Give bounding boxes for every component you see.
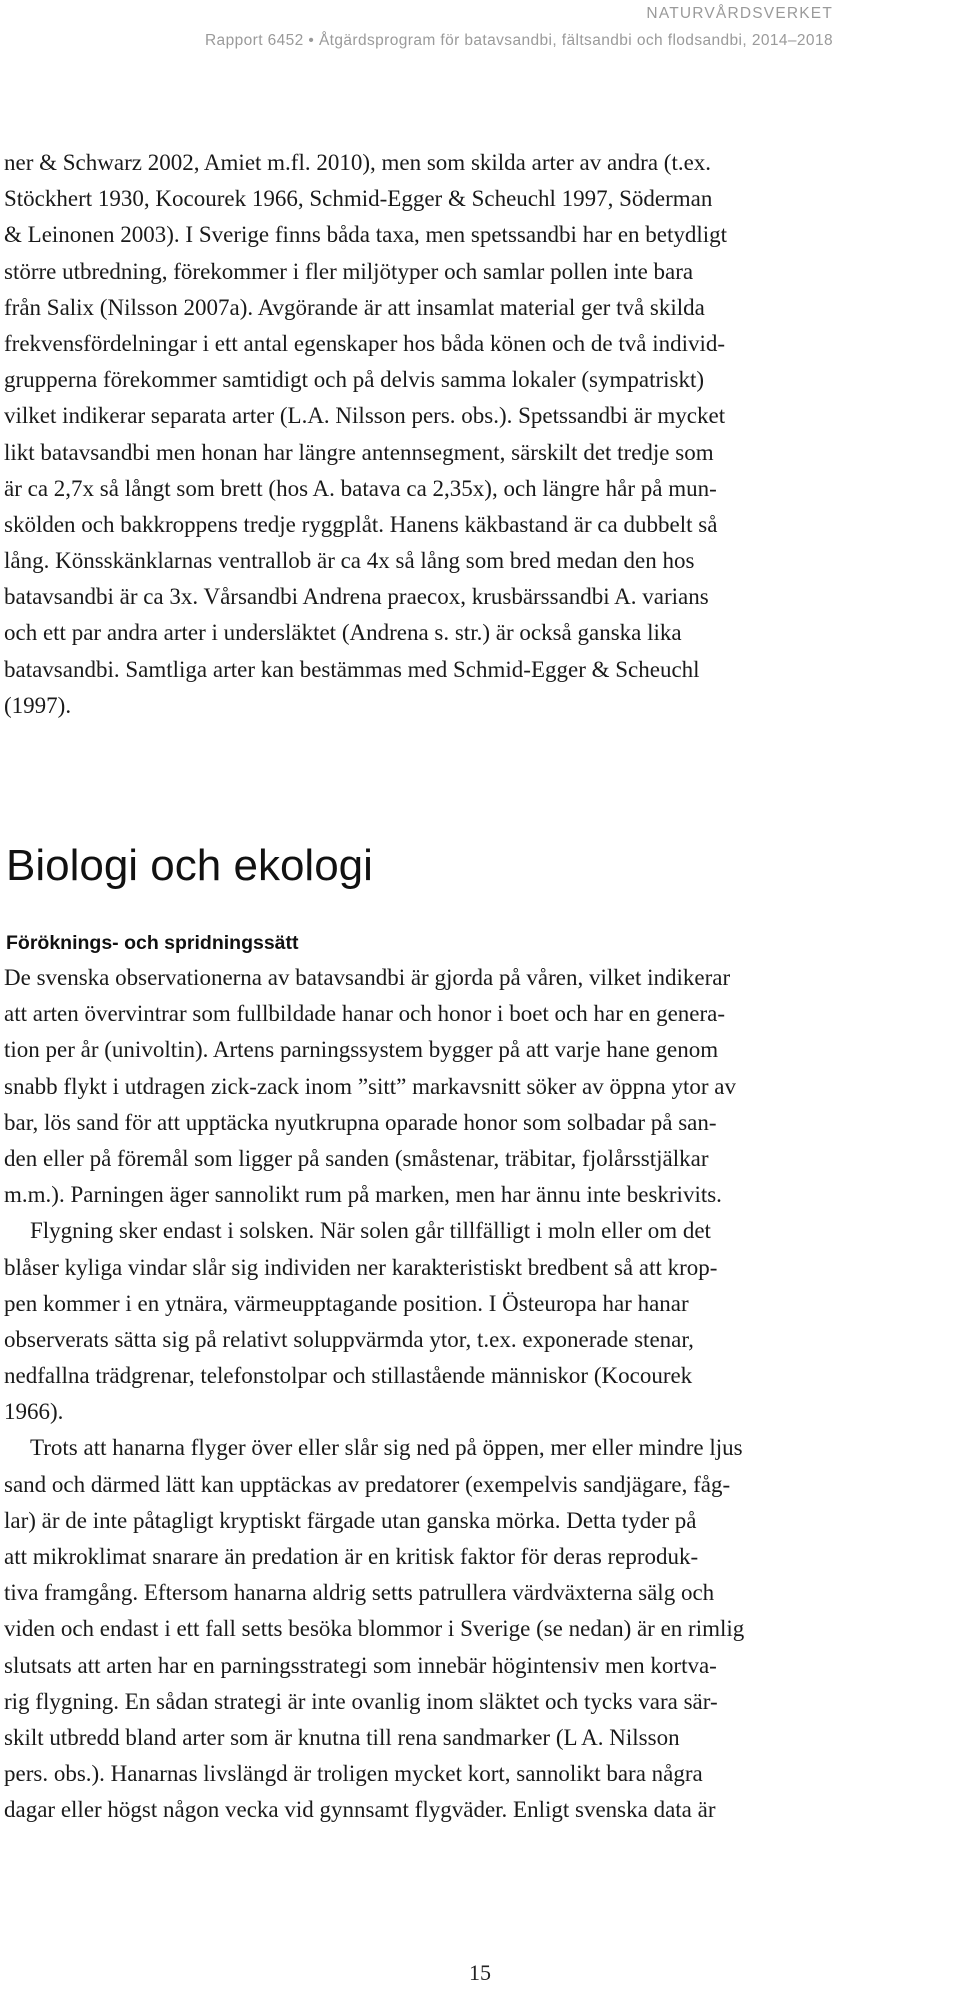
- subsection-heading: Föröknings- och spridningssätt: [6, 932, 299, 954]
- text-line: pers. obs.). Hanarnas livslängd är troligen mycket kort, sannolikt bara några: [4, 1761, 703, 1787]
- text-line: (1997).: [4, 692, 72, 718]
- text-line: är ca 2,7x så långt som brett (hos A. batava ca 2,35x), och längre hår på mun-: [4, 475, 717, 501]
- text-line: att mikroklimat snarare än predation är en kritisk faktor för deras reproduk-: [4, 1544, 699, 1569]
- header-report-title: Rapport 6452 • Åtgärdsprogram för batavsandbi, fältsandbi och flodsandbi, 2014–2018: [204, 32, 833, 49]
- text-line: skölden och bakkroppens tredje ryggplåt. Hanens käkbastand är ca dubbelt så: [4, 511, 718, 537]
- running-header: [205, 4, 833, 52]
- text-line: vilket indikerar separata arter (L.A. Nilsson pers. obs.). Spetssandbi är mycket: [4, 403, 726, 429]
- page-number: 15: [469, 1960, 491, 1985]
- text-line: från Salix (Nilsson 2007a). Avgörande är att insamlat material ger två skilda: [4, 294, 705, 320]
- text-line: lång. Könsskänklarnas ventrallob är ca 4x så lång som bred medan den hos: [4, 548, 695, 574]
- text-line: 1966).: [4, 1399, 64, 1425]
- text-line: nedfallna trädgrenar, telefonstolpar och stillastående människor (Kocourek: [4, 1363, 693, 1389]
- text-line: m.m.). Parningen äger sannolikt rum på marken, men har ännu inte beskrivits.: [4, 1182, 722, 1208]
- text-line: blåser kyliga vindar slår sig individen ner karakteristiskt bredbent så att krop-: [4, 1254, 718, 1280]
- text-line: dagar eller högst någon vecka vid gynnsamt flygväder. Enligt svenska data är: [4, 1797, 716, 1823]
- text-line: bar, lös sand för att upptäcka nyutkrupna oparade honor som solbadar på san-: [4, 1109, 717, 1135]
- text-line: ner & Schwarz 2002, Amiet m.fl. 2010), men som skilda arter av andra (t.ex.: [4, 150, 712, 175]
- text-line: pen kommer i en ytnära, värmeupptagande position. I Östeuropa har hanar: [4, 1290, 689, 1316]
- text-line: slutsats att arten har en parningsstrategi som innebär högintensiv men kortva-: [4, 1652, 717, 1678]
- text-line: den eller på föremål som ligger på sanden (småstenar, träbitar, fjolårsstjälkar: [4, 1145, 709, 1171]
- text-line: grupperna förekommer samtidigt och på delvis samma lokaler (sympatriskt): [4, 367, 705, 393]
- body-section: [0, 960, 960, 1829]
- text-line: likt batavsandbi men honan har längre antennsegment, särskilt det tredje som: [4, 439, 714, 465]
- intro-paragraph: [0, 145, 960, 724]
- header-organization: NATURVÅRDSVERKET: [646, 5, 833, 22]
- text-line: batavsandbi. Samtliga arter kan bestämmas med Schmid-Egger & Scheuchl: [4, 656, 700, 682]
- text-line: tiva framgång. Eftersom hanarna aldrig setts patrullera värdväxterna sälg och: [4, 1580, 715, 1606]
- text-line: observerats sätta sig på relativt soluppvärmda ytor, t.ex. exponerade stenar,: [4, 1326, 694, 1352]
- text-line: att arten övervintrar som fullbildade hanar och honor i boet och har en genera-: [4, 1001, 726, 1027]
- text-line: större utbredning, förekommer i fler miljötyper och samlar pollen inte bara: [4, 258, 694, 284]
- text-line: viden och endast i ett fall setts besöka blommor i Sverige (se nedan) är en rimlig: [4, 1616, 745, 1642]
- text-line: Trots att hanarna flyger över eller slår sig ned på öppen, mer eller mindre ljus: [30, 1435, 743, 1461]
- text-line: frekvensfördelningar i ett antal egenskaper hos båda könen och de två individ-: [4, 330, 726, 356]
- text-line: rig flygning. En sådan strategi är inte ovanlig inom släktet och tycks vara sär-: [4, 1688, 718, 1714]
- text-line: lar) är de inte påtagligt kryptiskt färgade utan ganska mörka. Detta tyder på: [4, 1507, 697, 1533]
- text-line: snabb flykt i utdragen zick-zack inom ”sitt” markavsnitt söker av öppna ytor av: [4, 1073, 736, 1099]
- text-line: skilt utbredd bland arter som är knutna till rena sandmarker (L A. Nilsson: [4, 1724, 680, 1750]
- text-line: & Leinonen 2003). I Sverige finns båda taxa, men spetssandbi har en betydligt: [4, 222, 728, 248]
- text-line: sand och därmed lätt kan upptäckas av predatorer (exempelvis sandjägare, fåg-: [4, 1471, 731, 1497]
- text-line: och ett par andra arter i undersläktet (Andrena s. str.) är också ganska lika: [4, 620, 682, 646]
- text-line: Flygning sker endast i solsken. När solen går tillfälligt i moln eller om det: [30, 1218, 711, 1244]
- text-line: De svenska observationerna av batavsandbi är gjorda på våren, vilket indikerar: [4, 965, 731, 990]
- section-title: Biologi och ekologi: [6, 841, 373, 890]
- text-line: tion per år (univoltin). Artens parningssystem bygger på att varje hane genom: [4, 1037, 719, 1063]
- text-line: Stöckhert 1930, Kocourek 1966, Schmid-Egger & Scheuchl 1997, Söderman: [4, 186, 713, 212]
- text-line: batavsandbi är ca 3x. Vårsandbi Andrena praecox, krusbärssandbi A. varians: [4, 584, 709, 610]
